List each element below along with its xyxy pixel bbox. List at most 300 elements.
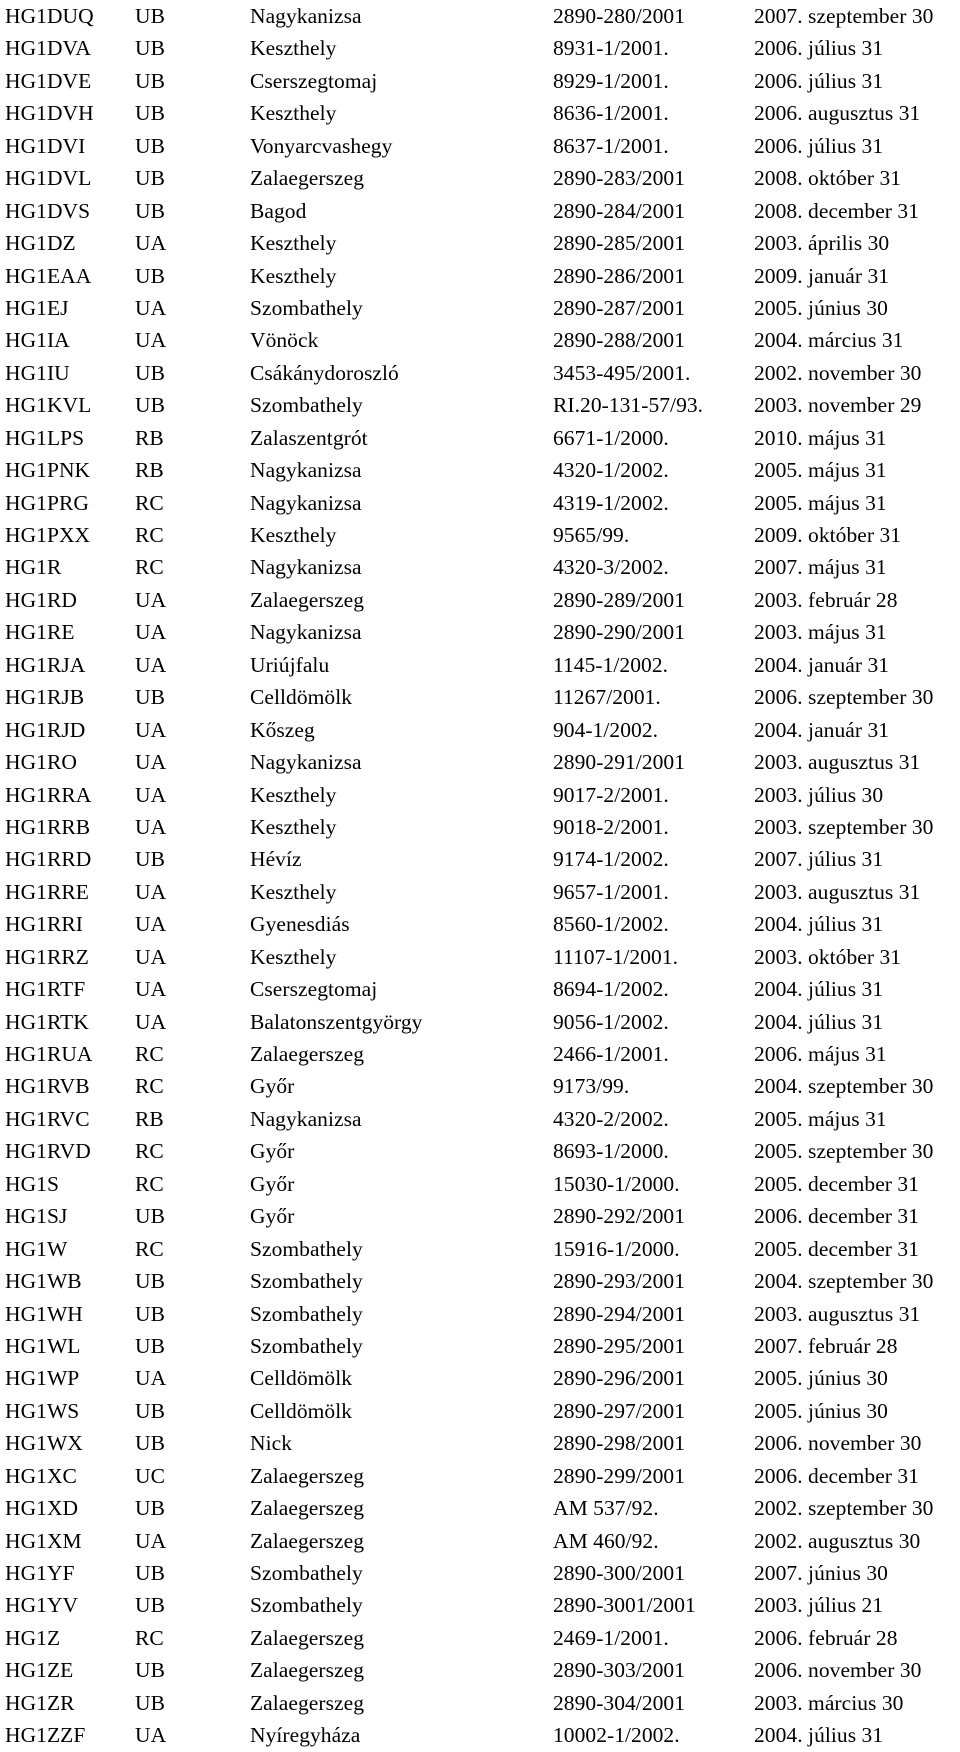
callsign-cell: HG1SJ xyxy=(5,1204,68,1229)
reference-number-cell: 15916-1/2000. xyxy=(553,1236,680,1261)
license-class-cell: RB xyxy=(135,425,164,450)
license-class-cell: UB xyxy=(135,1593,165,1618)
city-cell: Nagykanizsa xyxy=(250,458,362,483)
table-row xyxy=(0,649,960,681)
city-cell: Győr xyxy=(250,1139,295,1164)
callsign-cell: HG1WX xyxy=(5,1431,83,1456)
license-class-cell: RC xyxy=(135,1042,164,1066)
table-row xyxy=(0,519,960,551)
table-row xyxy=(0,584,960,616)
expiry-date-cell: 2004. július 31 xyxy=(754,912,884,937)
city-cell: Szombathely xyxy=(250,1561,363,1585)
reference-number-cell: 9657-1/2001. xyxy=(553,879,669,904)
table-row xyxy=(0,454,960,486)
license-class-cell: UA xyxy=(135,620,167,645)
city-cell: Cserszegtomaj xyxy=(250,68,378,93)
reference-number-cell: 11107-1/2001. xyxy=(553,944,679,969)
license-class-cell: UB xyxy=(135,393,165,418)
reference-number-cell: 9018-2/2001. xyxy=(553,814,669,839)
reference-number-cell: 6671-1/2000. xyxy=(553,425,669,450)
city-cell: Vonyarcvashegy xyxy=(250,133,393,158)
callsign-cell: HG1RD xyxy=(5,587,77,612)
table-row xyxy=(0,1298,960,1330)
callsign-cell: HG1PXX xyxy=(5,523,91,547)
license-class-cell: RC xyxy=(135,1139,164,1164)
table-row xyxy=(0,973,960,1005)
city-cell: Szombathely xyxy=(250,1593,363,1618)
callsign-cell: HG1R xyxy=(5,555,62,580)
callsign-cell: HG1PNK xyxy=(5,458,91,483)
expiry-date-cell: 2006. december 31 xyxy=(754,1463,920,1488)
reference-number-cell: 4320-1/2002. xyxy=(553,458,669,483)
city-cell: Zalaegerszeg xyxy=(250,1042,364,1066)
callsign-cell: HG1RRE xyxy=(5,879,89,904)
callsign-cell: HG1RVB xyxy=(5,1074,90,1099)
table-row xyxy=(0,779,960,811)
callsign-cell: HG1DVI xyxy=(5,133,86,158)
license-class-cell: RB xyxy=(135,1106,164,1131)
callsign-cell: HG1DZ xyxy=(5,231,76,256)
reference-number-cell: AM 460/92. xyxy=(553,1528,659,1553)
city-cell: Kőszeg xyxy=(250,717,315,742)
reference-number-cell: 9565/99. xyxy=(553,523,630,547)
reference-number-cell: 904-1/2002. xyxy=(553,717,659,742)
expiry-date-cell: 2006. november 30 xyxy=(754,1658,922,1683)
reference-number-cell: 2890-289/2001 xyxy=(553,587,686,612)
city-cell: Balatonszentgyörgy xyxy=(250,1009,423,1034)
callsign-cell: HG1RRD xyxy=(5,847,92,872)
city-cell: Celldömölk xyxy=(250,685,353,710)
city-cell: Vönöck xyxy=(250,328,319,353)
callsign-cell: HG1XD xyxy=(5,1496,79,1521)
table-row xyxy=(0,714,960,746)
reference-number-cell: 2890-298/2001 xyxy=(553,1431,686,1456)
license-class-cell: UA xyxy=(135,328,167,353)
reference-number-cell: 9173/99. xyxy=(553,1074,630,1099)
reference-number-cell: 8636-1/2001. xyxy=(553,101,669,126)
city-cell: Uriújfalu xyxy=(250,652,330,677)
license-class-cell: RC xyxy=(135,1171,164,1196)
reference-number-cell: 2466-1/2001. xyxy=(553,1042,669,1066)
table-row xyxy=(0,487,960,519)
license-class-cell: UB xyxy=(135,4,165,28)
callsign-cell: HG1W xyxy=(5,1236,68,1261)
license-class-cell: UB xyxy=(135,1204,165,1229)
callsign-cell: HG1WB xyxy=(5,1269,82,1294)
expiry-date-cell: 2003. április 30 xyxy=(754,231,890,256)
reference-number-cell: 1145-1/2002. xyxy=(553,652,669,677)
city-cell: Nagykanizsa xyxy=(250,490,362,515)
table-row xyxy=(0,811,960,843)
license-class-cell: RC xyxy=(135,555,164,580)
callsign-cell: HG1ZZF xyxy=(5,1723,86,1748)
city-cell: Zalaegerszeg xyxy=(250,166,364,191)
expiry-date-cell: 2005. június 30 xyxy=(754,295,888,320)
city-cell: Keszthely xyxy=(250,231,337,256)
expiry-date-cell: 2005. június 30 xyxy=(754,1398,888,1423)
expiry-date-cell: 2005. december 31 xyxy=(754,1171,920,1196)
license-class-cell: UB xyxy=(135,360,165,385)
expiry-date-cell: 2009. január 31 xyxy=(754,263,890,288)
table-row xyxy=(0,1006,960,1038)
table-row xyxy=(0,195,960,227)
license-class-cell: UB xyxy=(135,847,165,872)
city-cell: Szombathely xyxy=(250,1269,363,1294)
reference-number-cell: 2469-1/2001. xyxy=(553,1625,669,1650)
table-row xyxy=(0,551,960,583)
license-class-cell: UA xyxy=(135,295,167,320)
expiry-date-cell: 2007. szeptember 30 xyxy=(754,4,934,28)
expiry-date-cell: 2003. július 21 xyxy=(754,1593,884,1618)
reference-number-cell: 4320-3/2002. xyxy=(553,555,669,580)
expiry-date-cell: 2005. december 31 xyxy=(754,1236,920,1261)
reference-number-cell: 2890-295/2001 xyxy=(553,1333,686,1358)
table-row xyxy=(0,32,960,64)
expiry-date-cell: 2003. augusztus 31 xyxy=(754,879,921,904)
callsign-cell: HG1DVL xyxy=(5,166,92,191)
expiry-date-cell: 2002. augusztus 30 xyxy=(754,1528,921,1553)
reference-number-cell: 9017-2/2001. xyxy=(553,782,669,807)
table-row xyxy=(0,1687,960,1719)
callsign-cell: HG1RVC xyxy=(5,1106,90,1131)
callsign-cell: HG1RUA xyxy=(5,1042,93,1066)
license-class-cell: UB xyxy=(135,166,165,191)
city-cell: Nagykanizsa xyxy=(250,620,362,645)
table-row xyxy=(0,1168,960,1200)
reference-number-cell: 2890-304/2001 xyxy=(553,1690,686,1715)
city-cell: Nick xyxy=(250,1431,292,1456)
city-cell: Zalaegerszeg xyxy=(250,1658,364,1683)
callsign-cell: HG1RRA xyxy=(5,782,92,807)
table-row xyxy=(0,97,960,129)
reference-number-cell: 2890-300/2001 xyxy=(553,1561,686,1585)
table-row xyxy=(0,616,960,648)
table-row xyxy=(0,941,960,973)
license-class-cell: UA xyxy=(135,1723,167,1748)
table-row xyxy=(0,843,960,875)
expiry-date-cell: 2006. május 31 xyxy=(754,1042,887,1066)
license-class-cell: UA xyxy=(135,587,167,612)
expiry-date-cell: 2002. szeptember 30 xyxy=(754,1496,934,1521)
callsign-cell: HG1RRB xyxy=(5,814,91,839)
callsign-cell: HG1RRI xyxy=(5,912,83,937)
license-class-cell: UB xyxy=(135,1333,165,1358)
table-row xyxy=(0,1460,960,1492)
callsign-cell: HG1KVL xyxy=(5,393,92,418)
reference-number-cell: 8694-1/2002. xyxy=(553,977,669,1002)
callsign-cell: HG1DVE xyxy=(5,68,92,93)
table-row xyxy=(0,1525,960,1557)
callsign-cell: HG1Z xyxy=(5,1625,61,1650)
reference-number-cell: 2890-297/2001 xyxy=(553,1398,686,1423)
table-row xyxy=(0,0,960,32)
table-row xyxy=(0,1719,960,1751)
callsign-cell: HG1WP xyxy=(5,1366,80,1391)
table-row xyxy=(0,389,960,421)
city-cell: Keszthely xyxy=(250,944,337,969)
city-cell: Gyenesdiás xyxy=(250,912,350,937)
table-row xyxy=(0,260,960,292)
city-cell: Szombathely xyxy=(250,1301,363,1326)
reference-number-cell: 2890-3001/2001 xyxy=(553,1593,696,1618)
expiry-date-cell: 2007. május 31 xyxy=(754,555,887,580)
expiry-date-cell: 2010. május 31 xyxy=(754,425,887,450)
expiry-date-cell: 2004. július 31 xyxy=(754,1723,884,1748)
license-class-cell: UA xyxy=(135,879,167,904)
license-class-cell: UB xyxy=(135,1658,165,1683)
table-row xyxy=(0,908,960,940)
table-row xyxy=(0,1492,960,1524)
city-cell: Keszthely xyxy=(250,36,337,61)
expiry-date-cell: 2003. július 30 xyxy=(754,782,884,807)
reference-number-cell: 2890-293/2001 xyxy=(553,1269,686,1294)
license-class-cell: UB xyxy=(135,1301,165,1326)
callsign-cell: HG1RJB xyxy=(5,685,85,710)
city-cell: Csákánydoroszló xyxy=(250,360,399,385)
table-row xyxy=(0,227,960,259)
city-cell: Keszthely xyxy=(250,814,337,839)
city-cell: Zalaegerszeg xyxy=(250,1690,364,1715)
expiry-date-cell: 2005. május 31 xyxy=(754,458,887,483)
license-class-cell: UB xyxy=(135,36,165,61)
expiry-date-cell: 2004. szeptember 30 xyxy=(754,1074,934,1099)
callsign-cell: HG1WH xyxy=(5,1301,83,1326)
reference-number-cell: AM 537/92. xyxy=(553,1496,659,1521)
expiry-date-cell: 2005. május 31 xyxy=(754,490,887,515)
city-cell: Nagykanizsa xyxy=(250,1106,362,1131)
city-cell: Keszthely xyxy=(250,782,337,807)
city-cell: Zalaszentgrót xyxy=(250,425,368,450)
license-class-cell: UA xyxy=(135,977,167,1002)
city-cell: Győr xyxy=(250,1074,295,1099)
reference-number-cell: 8560-1/2002. xyxy=(553,912,669,937)
city-cell: Zalaegerszeg xyxy=(250,1463,364,1488)
reference-number-cell: 2890-287/2001 xyxy=(553,295,686,320)
license-class-cell: UA xyxy=(135,1366,167,1391)
callsign-cell: HG1RTF xyxy=(5,977,86,1002)
reference-number-cell: 11267/2001. xyxy=(553,685,661,710)
expiry-date-cell: 2009. október 31 xyxy=(754,523,902,547)
callsign-cell: HG1EAA xyxy=(5,263,92,288)
callsign-cell: HG1WS xyxy=(5,1398,80,1423)
city-cell: Keszthely xyxy=(250,523,337,547)
license-class-cell: UB xyxy=(135,685,165,710)
city-cell: Nyíregyháza xyxy=(250,1723,361,1748)
license-class-cell: UB xyxy=(135,198,165,223)
callsign-cell: HG1RVD xyxy=(5,1139,91,1164)
reference-number-cell: 2890-294/2001 xyxy=(553,1301,686,1326)
reference-number-cell: 9174-1/2002. xyxy=(553,847,669,872)
license-class-cell: UA xyxy=(135,944,167,969)
expiry-date-cell: 2006. július 31 xyxy=(754,133,884,158)
table-row xyxy=(0,1427,960,1459)
callsign-cell: HG1RTK xyxy=(5,1009,89,1034)
callsign-cell: HG1DVS xyxy=(5,198,91,223)
license-class-cell: UB xyxy=(135,263,165,288)
reference-number-cell: 2890-292/2001 xyxy=(553,1204,686,1229)
license-class-cell: UB xyxy=(135,1431,165,1456)
table-row xyxy=(0,1070,960,1102)
city-cell: Bagod xyxy=(250,198,307,223)
license-class-cell: UA xyxy=(135,750,167,775)
reference-number-cell: 4319-1/2002. xyxy=(553,490,669,515)
expiry-date-cell: 2006. július 31 xyxy=(754,68,884,93)
reference-number-cell: 8693-1/2000. xyxy=(553,1139,669,1164)
expiry-date-cell: 2006. augusztus 31 xyxy=(754,101,921,126)
callsign-cell: HG1ZE xyxy=(5,1658,74,1683)
table-row xyxy=(0,746,960,778)
reference-number-cell: 2890-283/2001 xyxy=(553,166,686,191)
callsign-cell: HG1YV xyxy=(5,1593,79,1618)
license-class-cell: UA xyxy=(135,1009,167,1034)
expiry-date-cell: 2004. július 31 xyxy=(754,977,884,1002)
table-row xyxy=(0,1622,960,1654)
callsign-cell: HG1IU xyxy=(5,360,70,385)
city-cell: Celldömölk xyxy=(250,1398,353,1423)
license-class-cell: RC xyxy=(135,1074,164,1099)
license-class-cell: UC xyxy=(135,1463,165,1488)
callsign-cell: HG1DVH xyxy=(5,101,94,126)
callsign-cell: HG1RE xyxy=(5,620,75,645)
table-row xyxy=(0,130,960,162)
expiry-date-cell: 2007. február 28 xyxy=(754,1333,898,1358)
expiry-date-cell: 2004. január 31 xyxy=(754,717,890,742)
table-row xyxy=(0,1233,960,1265)
city-cell: Nagykanizsa xyxy=(250,555,362,580)
expiry-date-cell: 2004. március 31 xyxy=(754,328,904,353)
license-class-cell: UA xyxy=(135,782,167,807)
license-class-cell: UB xyxy=(135,1561,165,1585)
callsign-cell: HG1XC xyxy=(5,1463,77,1488)
reference-number-cell: 2890-291/2001 xyxy=(553,750,686,775)
reference-number-cell: 3453-495/2001. xyxy=(553,360,691,385)
callsign-cell: HG1EJ xyxy=(5,295,69,320)
license-class-cell: UA xyxy=(135,1528,167,1553)
table-row xyxy=(0,162,960,194)
reference-number-cell: 2890-286/2001 xyxy=(553,263,686,288)
license-class-cell: UA xyxy=(135,717,167,742)
reference-number-cell: RI.20-131-57/93. xyxy=(553,393,704,418)
callsign-cell: HG1RO xyxy=(5,750,77,775)
license-class-cell: UB xyxy=(135,1496,165,1521)
table-row xyxy=(0,1330,960,1362)
callsign-cell: HG1YF xyxy=(5,1561,75,1585)
city-cell: Szombathely xyxy=(250,393,363,418)
license-class-cell: UA xyxy=(135,652,167,677)
license-class-cell: RC xyxy=(135,1625,164,1650)
expiry-date-cell: 2005. szeptember 30 xyxy=(754,1139,934,1164)
callsign-cell: HG1XM xyxy=(5,1528,82,1553)
expiry-date-cell: 2007. július 31 xyxy=(754,847,884,872)
expiry-date-cell: 2005. június 30 xyxy=(754,1366,888,1391)
expiry-date-cell: 2005. május 31 xyxy=(754,1106,887,1131)
table-row xyxy=(0,1038,960,1070)
reference-number-cell: 15030-1/2000. xyxy=(553,1171,680,1196)
reference-number-cell: 10002-1/2002. xyxy=(553,1723,680,1748)
table-row xyxy=(0,1395,960,1427)
city-cell: Cserszegtomaj xyxy=(250,977,378,1002)
expiry-date-cell: 2006. szeptember 30 xyxy=(754,685,934,710)
table-row xyxy=(0,292,960,324)
license-class-cell: RB xyxy=(135,458,164,483)
table-row xyxy=(0,324,960,356)
reference-number-cell: 2890-303/2001 xyxy=(553,1658,686,1683)
callsign-cell: HG1WL xyxy=(5,1333,81,1358)
license-class-cell: UB xyxy=(135,101,165,126)
reference-number-cell: 2890-288/2001 xyxy=(553,328,686,353)
city-cell: Zalaegerszeg xyxy=(250,1496,364,1521)
callsign-cell: HG1PRG xyxy=(5,490,89,515)
expiry-date-cell: 2004. január 31 xyxy=(754,652,890,677)
license-class-cell: RC xyxy=(135,490,164,515)
city-cell: Zalaegerszeg xyxy=(250,1528,364,1553)
city-cell: Keszthely xyxy=(250,879,337,904)
table-row xyxy=(0,1103,960,1135)
license-class-cell: UA xyxy=(135,231,167,256)
table-row xyxy=(0,681,960,713)
city-cell: Szombathely xyxy=(250,295,363,320)
license-class-cell: UA xyxy=(135,814,167,839)
table-row xyxy=(0,1589,960,1621)
expiry-date-cell: 2006. február 28 xyxy=(754,1625,898,1650)
callsign-cell: HG1RJA xyxy=(5,652,86,677)
expiry-date-cell: 2006. november 30 xyxy=(754,1431,922,1456)
city-cell: Szombathely xyxy=(250,1333,363,1358)
expiry-date-cell: 2003. augusztus 31 xyxy=(754,1301,921,1326)
callsign-cell: HG1DUQ xyxy=(5,4,94,28)
table-row xyxy=(0,422,960,454)
table-row xyxy=(0,1200,960,1232)
city-cell: Zalaegerszeg xyxy=(250,587,364,612)
license-class-cell: UB xyxy=(135,1269,165,1294)
reference-number-cell: 8931-1/2001. xyxy=(553,36,669,61)
table-row xyxy=(0,1265,960,1297)
expiry-date-cell: 2004. július 31 xyxy=(754,1009,884,1034)
reference-number-cell: 8637-1/2001. xyxy=(553,133,669,158)
table-row xyxy=(0,1362,960,1394)
reference-number-cell: 2890-299/2001 xyxy=(553,1463,686,1488)
table-row xyxy=(0,357,960,389)
reference-number-cell: 2890-284/2001 xyxy=(553,198,686,223)
license-class-cell: UB xyxy=(135,1398,165,1423)
city-cell: Győr xyxy=(250,1204,295,1229)
table-row xyxy=(0,1654,960,1686)
license-class-cell: UB xyxy=(135,133,165,158)
reference-number-cell: 9056-1/2002. xyxy=(553,1009,669,1034)
expiry-date-cell: 2008. október 31 xyxy=(754,166,902,191)
expiry-date-cell: 2003. október 31 xyxy=(754,944,902,969)
callsign-cell: HG1ZR xyxy=(5,1690,75,1715)
expiry-date-cell: 2003. március 30 xyxy=(754,1690,904,1715)
city-cell: Keszthely xyxy=(250,263,337,288)
expiry-date-cell: 2006. december 31 xyxy=(754,1204,920,1229)
expiry-date-cell: 2003. szeptember 30 xyxy=(754,814,934,839)
expiry-date-cell: 2003. augusztus 31 xyxy=(754,750,921,775)
reference-number-cell: 8929-1/2001. xyxy=(553,68,669,93)
callsign-cell: HG1S xyxy=(5,1171,59,1196)
callsign-cell: HG1DVA xyxy=(5,36,91,61)
city-cell: Szombathely xyxy=(250,1236,363,1261)
callsign-cell: HG1RJD xyxy=(5,717,86,742)
table-row xyxy=(0,65,960,97)
expiry-date-cell: 2008. december 31 xyxy=(754,198,920,223)
reference-number-cell: 2890-285/2001 xyxy=(553,231,686,256)
reference-number-cell: 2890-296/2001 xyxy=(553,1366,686,1391)
reference-number-cell: 4320-2/2002. xyxy=(553,1106,669,1131)
callsign-cell: HG1LPS xyxy=(5,425,85,450)
license-class-cell: UB xyxy=(135,68,165,93)
city-cell: Nagykanizsa xyxy=(250,750,362,775)
